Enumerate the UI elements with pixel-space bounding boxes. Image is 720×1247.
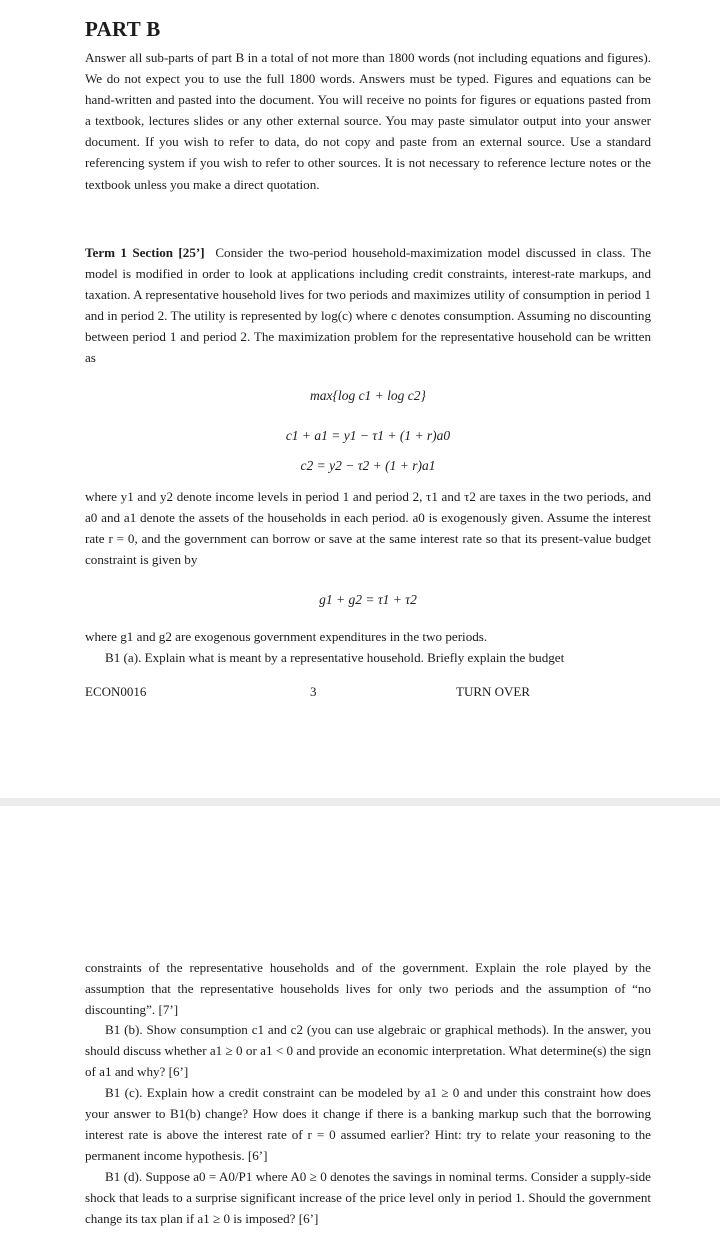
- term-label: Term 1 Section [25’]: [85, 245, 205, 260]
- question-b1a-continued: constraints of the representative households and of the government. Explain the role played by the assumption that the representative households lives for only two periods and the assumption of “no discounting”. [7’]: [85, 960, 651, 1018]
- question-b1c: B1 (c). Explain how a credit constraint can be modeled by a1 ≥ 0 and under this constraint how does your answer to B1(b) change? How does it change if there is a banking markup such that the borrowing interest rate is above the interest rate of r = 0 assumed earlier? Hint: try to relate your reasoning to the permanent income hypothesis. [6’]: [85, 1085, 651, 1164]
- equation-objective: max{log c1 + log c2}: [310, 388, 426, 403]
- footer-course-code: ECON0016: [85, 684, 147, 699]
- where-paragraph-2: where g1 and g2 are exogenous government expenditures in the two periods.: [85, 629, 488, 644]
- equation-constraint-1: c1 + a1 = y1 − τ1 + (1 + r)a0: [285, 428, 451, 443]
- intro-paragraph: Answer all sub-parts of part B in a total of not more than 1800 words (not including equations and figures). We do not expect you to use the full 1800 words. Answers must be typed. Figures and equations can be hand-written and pasted into the document. You will receive no points for figures or equations pasted from a textbook, lectures slides or any other external source. You may paste simulator output into your answer document. If you wish to refer to data, do not copy and paste from an external source. Use a standard referencing system if you wish to refer to other sources. It is not necessary to reference lecture notes or the textbook unless you make a direct quotation.: [85, 50, 651, 192]
- question-b1d: B1 (d). Suppose a0 = A0/P1 where A0 ≥ 0 denotes the savings in nominal terms. Consider a supply-side shock that leads to a surprise significant increase of the price level only in period 1. Should the government change its tax plan if a1 ≥ 0 is imposed? [6’]: [85, 1169, 651, 1227]
- footer-turn-over: TURN OVER: [456, 684, 531, 699]
- equation-constraint-2: c2 = y2 − τ2 + (1 + r)a1: [300, 458, 436, 473]
- footer-page-number: 3: [310, 684, 317, 699]
- question-b1b: B1 (b). Show consumption c1 and c2 (you can use algebraic or graphical methods). In the answer, you should discuss whether a1 ≥ 0 or a1 < 0 and provide an economic interpretation. What determine(s) the sign of a1 and why? [6’]: [85, 1022, 651, 1080]
- question-b1a-start: B1 (a). Explain what is meant by a representative household. Briefly explain the budget: [105, 650, 565, 665]
- term-paragraph: [85, 242, 651, 369]
- page-separator: [0, 798, 720, 806]
- equation-government: g1 + g2 = τ1 + τ2: [319, 592, 417, 607]
- page-2: [0, 806, 720, 1247]
- where-paragraph-1: where y1 and y2 denote income levels in period 1 and period 2, τ1 and τ2 are taxes in the two periods, and a0 and a1 denote the assets of the households in each period. a0 is exogenously given. Assume the interest rate r = 0, and the government can borrow or save at the same interest rate so that its present-value budget constraint is given by: [85, 489, 651, 568]
- term-text: Consider the two-period household-maximization model discussed in class. The model is modified in order to look at applications including credit constraints, interest-rate markups, and taxation. A representative household lives for two periods and maximizes utility of consumption in period 1 and in period 2. The utility is represented by log(c) where c denotes consumption. Assuming no discounting between period 1 and period 2. The maximization problem for the representative household can be written as: [85, 245, 652, 366]
- section-heading: PART B: [85, 17, 161, 41]
